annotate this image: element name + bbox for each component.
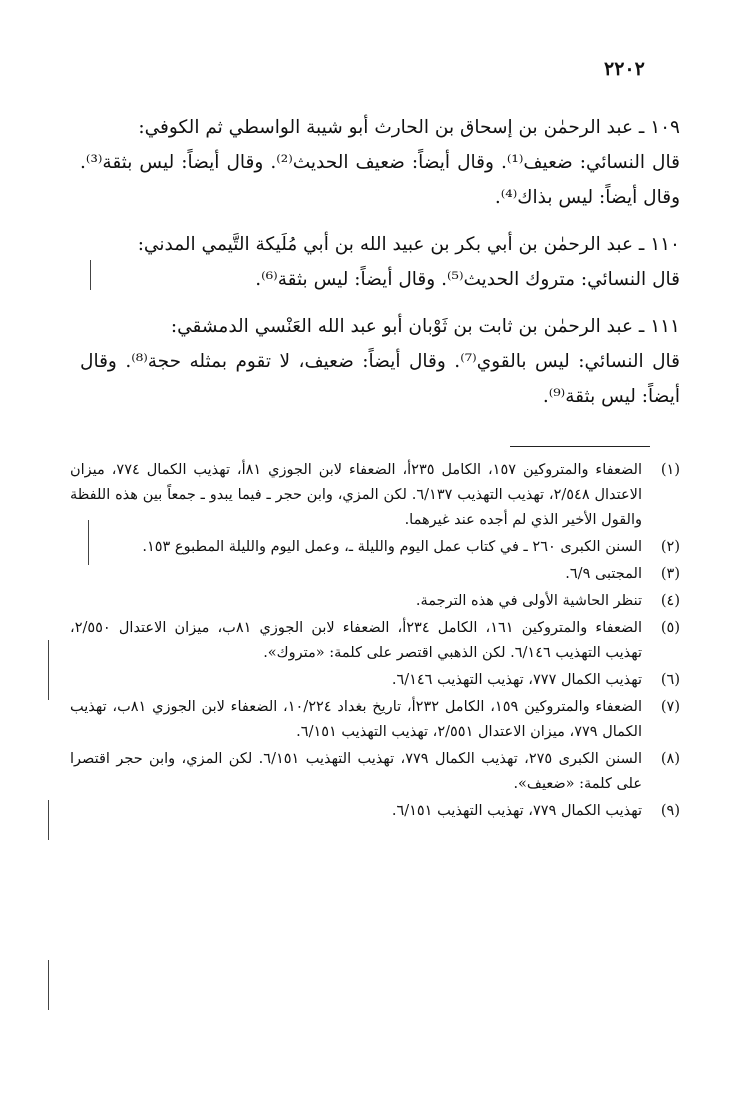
footnote-1 xyxy=(70,458,680,533)
footnote-4 xyxy=(70,589,680,614)
footnote-number: (٧) xyxy=(660,699,680,715)
footnote-5 xyxy=(70,616,680,666)
footnote-3 xyxy=(70,562,680,587)
footnote-number: (٨) xyxy=(660,751,680,767)
footnote-8 xyxy=(70,747,680,797)
scan-mark xyxy=(88,520,89,565)
footnote-7 xyxy=(70,695,680,745)
footnote-text: السنن الكبرى ٢٦٠ ـ في كتاب عمل اليوم والليلة ـ، وعمل اليوم والليلة المطبوع ١٥٣. xyxy=(142,539,642,555)
footnote-text: الضعفاء والمتروكين ١٥٩، الكامل ٢٣٢أ، تاريخ بغداد ١٠/٢٢٤، الضعفاء لابن الجوزي ٨١ب، تهذيب الكمال ٧٧٩، ميزان الاعتدال ٢/٥٥١، تهذيب التهذيب ٦/١٥١. xyxy=(70,699,642,740)
footnote-6 xyxy=(70,668,680,693)
page-number: ٢٢٠٢ xyxy=(604,58,645,80)
scan-mark xyxy=(48,960,49,1010)
footnote-text: الضعفاء والمتروكين ١٦١، الكامل ٢٣٤أ، الضعفاء لابن الجوزي ٨١ب، ميزان الاعتدال ٢/٥٥٠، تهذيب التهذيب ٦/١٤٦. لكن الذهبي اقتصر على كلمة: «متروك». xyxy=(70,620,642,661)
entry-109 xyxy=(80,110,680,215)
entry-body: قال النسائي: ضعيف⁽¹⁾. وقال أيضاً: ضعيف الحديث⁽²⁾. وقال أيضاً: ليس بثقة⁽³⁾. وقال أيضاً: ليس بذاك⁽⁴⁾. xyxy=(80,152,680,208)
footnote-number: (٦) xyxy=(660,672,680,688)
scan-mark xyxy=(48,800,49,840)
footnote-number: (٩) xyxy=(660,803,680,819)
entry-body: قال النسائي: ليس بالقوي⁽⁷⁾. وقال أيضاً: ضعيف، لا تقوم بمثله حجة⁽⁸⁾. وقال أيضاً: ليس بثقة⁽⁹⁾. xyxy=(80,351,680,407)
entry-111 xyxy=(80,309,680,414)
footnote-2 xyxy=(70,535,680,560)
entry-body: قال النسائي: متروك الحديث⁽⁵⁾. وقال أيضاً: ليس بثقة⁽⁶⁾. xyxy=(255,269,680,290)
entry-heading: ١١١ ـ عبد الرحمٰن بن ثابت بن ثَوْبان أبو عبد الله العَنْسي الدمشقي: xyxy=(170,316,680,337)
footnote-number: (٥) xyxy=(660,620,680,636)
biography-entries xyxy=(80,110,680,426)
footnote-text: تهذيب الكمال ٧٧٧، تهذيب التهذيب ٦/١٤٦. xyxy=(391,672,642,688)
footnote-text: المجتبى ٦/٩. xyxy=(565,566,642,582)
footnote-text: تنظر الحاشية الأولى في هذه الترجمة. xyxy=(415,593,642,609)
scan-mark xyxy=(90,260,91,290)
footnotes xyxy=(70,458,680,826)
footnote-number: (٣) xyxy=(660,566,680,582)
footnote-number: (٢) xyxy=(660,539,680,555)
footnote-text: تهذيب الكمال ٧٧٩، تهذيب التهذيب ٦/١٥١. xyxy=(391,803,642,819)
scan-mark xyxy=(48,640,49,700)
footnote-9 xyxy=(70,799,680,824)
entry-110 xyxy=(80,227,680,297)
footnote-text: الضعفاء والمتروكين ١٥٧، الكامل ٢٣٥أ، الضعفاء لابن الجوزي ٨١أ، تهذيب الكمال ٧٧٤، ميزان الاعتدال ٢/٥٤٨، تهذيب التهذيب ٦/١٣٧. لكن المزي، وابن حجر ـ فيما يبدو ـ جمعاً بين هذه اللفظة والقول الأخير الذي لم أجده عند غيرهما. xyxy=(70,462,642,528)
footnote-text: السنن الكبرى ٢٧٥، تهذيب الكمال ٧٧٩، تهذيب التهذيب ٦/١٥١. لكن المزي، وابن حجر اقتصرا على كلمة: «ضعيف». xyxy=(70,751,642,792)
footnote-number: (٤) xyxy=(660,593,680,609)
entry-heading: ١١٠ ـ عبد الرحمٰن بن أبي بكر بن عبيد الله بن أبي مُلَيكة التَّيمي المدني: xyxy=(137,234,680,255)
entry-heading: ١٠٩ ـ عبد الرحمٰن بن إسحاق بن الحارث أبو شيبة الواسطي ثم الكوفي: xyxy=(138,117,680,138)
footnote-separator xyxy=(510,446,650,447)
footnote-number: (١) xyxy=(660,462,680,478)
